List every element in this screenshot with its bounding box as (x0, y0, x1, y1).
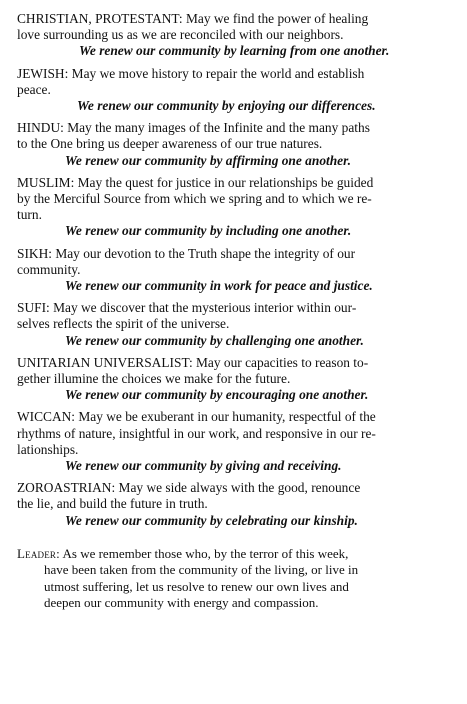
prayer-line: lationships. (17, 441, 79, 457)
prayer-zoroastrian (17, 480, 457, 529)
prayer-unitarian-universalist (17, 355, 457, 404)
leader-label: Leader: (17, 545, 60, 561)
prayer-christian (17, 11, 457, 60)
leader-paragraph (17, 546, 457, 612)
response-line: We renew our community by giving and receiving. (65, 458, 342, 474)
prayer-sufi (17, 300, 457, 349)
prayer-line: peace. (17, 81, 51, 97)
prayer-line: by the Merciful Source from which we spring and to which we re- (17, 191, 372, 207)
prayer-muslim (17, 175, 457, 240)
prayer-jewish (17, 66, 457, 115)
prayer-sikh (17, 246, 457, 295)
prayer-line: CHRISTIAN, PROTESTANT: May we find the power of healing (17, 11, 369, 26)
leader-text: As we remember those who, by the terror of this week, (62, 545, 349, 561)
prayer-line: ZOROASTRIAN: May we side always with the good, renounce (17, 480, 361, 496)
prayer-line: SIKH: May our devotion to the Truth shape the integrity of our (17, 245, 356, 261)
prayer-line: rhythms of nature, insightful in our work, and responsive in our re- (17, 425, 376, 441)
prayer-hindu (17, 120, 457, 169)
prayer-line: the lie, and build the future in truth. (17, 496, 208, 512)
prayer-line: community. (17, 261, 81, 277)
response-line: We renew our community by enjoying our differences. (77, 98, 376, 114)
response-line: We renew our community by encouraging one another. (65, 387, 369, 403)
response-line: We renew our community by including one another. (65, 223, 352, 239)
response-line: We renew our community by affirming one another. (65, 152, 351, 168)
prayer-line: MUSLIM: May the quest for justice in our relationships be guided (17, 174, 374, 190)
prayer-line: turn. (17, 207, 42, 223)
prayer-line: HINDU: May the many images of the Infinite and the many paths (17, 120, 370, 136)
leader-first-line (17, 546, 457, 562)
prayer-line: UNITARIAN UNIVERSALIST: May our capacities to reason to- (17, 354, 369, 370)
response-line: We renew our community by celebrating our kinship. (65, 512, 358, 528)
leader-line: have been taken from the community of the living, or live in (44, 562, 359, 578)
prayer-line: love surrounding us as we are reconciled with our neighbors. (17, 27, 344, 43)
prayer-line: SUFI: May we discover that the mysterious interior within our- (17, 300, 357, 316)
prayer-line: selves reflects the spirit of the universe. (17, 316, 230, 332)
response-line: We renew our community in work for peace and justice. (65, 278, 373, 294)
response-line: We renew our community by challenging one another. (65, 332, 364, 348)
response-line: We renew our community by learning from one another. (79, 43, 390, 59)
prayer-line: JEWISH: May we move history to repair the world and establish (17, 65, 365, 81)
prayer-line: to the One bring us deeper awareness of our true natures. (17, 136, 323, 152)
leader-line: utmost suffering, let us resolve to renew our own lives and (44, 578, 349, 594)
prayer-line: WICCAN: May we be exuberant in our humanity, respectful of the (17, 409, 376, 425)
leader-line: deepen our community with energy and compassion. (44, 595, 319, 611)
prayer-line: gether illumine the choices we make for the future. (17, 371, 291, 387)
prayer-wiccan (17, 409, 457, 474)
